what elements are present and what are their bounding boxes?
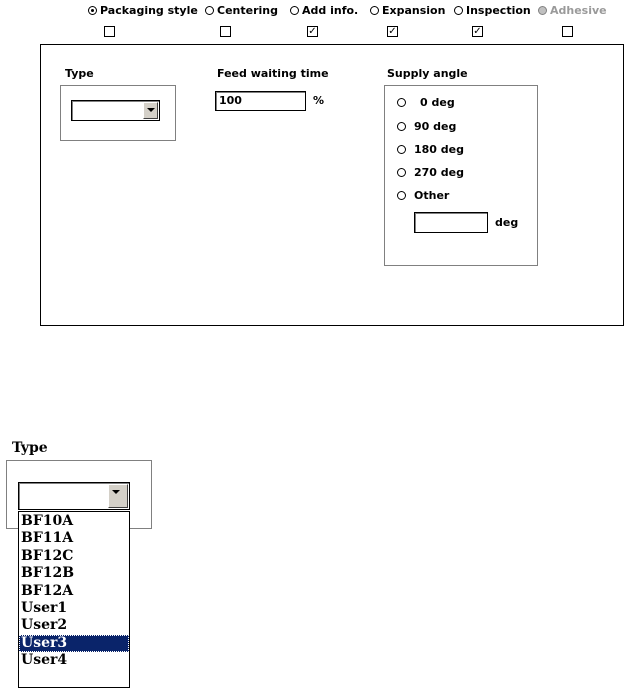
chevron-down-icon[interactable] xyxy=(108,484,128,508)
tab-packaging-style[interactable] xyxy=(88,2,198,18)
tab-adhesive-label: Adhesive xyxy=(550,3,607,17)
tab-expansion-checkbox[interactable]: ✓ xyxy=(388,26,397,37)
tab-adhesive xyxy=(538,2,607,18)
dropdown-type-label: Type xyxy=(12,440,48,456)
dropdown-item[interactable]: BF10A xyxy=(21,513,74,529)
type-group-box xyxy=(60,85,176,141)
supply-angle-radio-90[interactable] xyxy=(397,122,406,131)
dropdown-item[interactable]: BF11A xyxy=(21,530,74,547)
tab-expansion-radio[interactable] xyxy=(370,6,379,15)
tab-add-info-label: Add info. xyxy=(302,3,359,17)
dropdown-type-combobox[interactable] xyxy=(18,482,130,510)
tab-expansion-label: Expansion xyxy=(382,3,446,17)
supply-angle-group-box xyxy=(384,85,538,266)
supply-angle-other-unit: deg xyxy=(495,216,519,229)
feed-waiting-time-label: Feed waiting time xyxy=(217,67,329,80)
supply-angle-option-90[interactable] xyxy=(397,120,456,133)
dropdown-item[interactable]: User4 xyxy=(21,652,68,669)
dropdown-item-selected[interactable]: User3 xyxy=(19,635,129,652)
supply-angle-radio-0[interactable] xyxy=(397,98,406,107)
tab-inspection-checkbox[interactable]: ✓ xyxy=(473,26,482,37)
tab-centering-checkbox[interactable] xyxy=(220,26,231,37)
dropdown-item[interactable]: BF12A xyxy=(21,582,74,599)
supply-angle-radio-270[interactable] xyxy=(397,168,406,177)
supply-angle-radio-180[interactable] xyxy=(397,145,406,154)
tab-centering-label: Centering xyxy=(217,3,278,17)
tab-adhesive-radio xyxy=(538,6,547,15)
type-combobox[interactable] xyxy=(71,100,160,121)
supply-angle-option-0[interactable] xyxy=(397,96,455,109)
tab-centering[interactable] xyxy=(205,2,278,18)
supply-angle-option-270-label: 270 deg xyxy=(414,166,464,179)
supply-angle-option-180-label: 180 deg xyxy=(414,143,464,156)
tab-inspection-radio[interactable] xyxy=(454,6,463,15)
supply-angle-label: Supply angle xyxy=(387,67,468,80)
dropdown-type-list[interactable] xyxy=(18,511,130,688)
tab-inspection-label: Inspection xyxy=(466,3,531,17)
supply-angle-option-other-label: Other xyxy=(414,189,450,202)
chevron-down-icon[interactable] xyxy=(143,102,158,119)
tab-adhesive-checkbox[interactable] xyxy=(562,26,573,37)
tab-add-info[interactable] xyxy=(290,2,358,18)
supply-angle-option-270[interactable] xyxy=(397,166,464,179)
tab-centering-radio[interactable] xyxy=(205,6,214,15)
supply-angle-radio-other[interactable] xyxy=(397,191,406,200)
supply-angle-option-90-label: 90 deg xyxy=(414,120,457,133)
feed-waiting-time-unit: % xyxy=(313,94,325,107)
tab-packaging-style-checkbox[interactable] xyxy=(104,26,115,37)
settings-panel xyxy=(40,44,624,326)
dropdown-item[interactable]: BF12B xyxy=(21,565,75,582)
supply-angle-option-0-label: 0 deg xyxy=(420,96,455,109)
type-label: Type xyxy=(65,67,94,80)
feed-waiting-time-input[interactable]: 100 xyxy=(215,91,306,111)
supply-angle-option-180[interactable] xyxy=(397,143,464,156)
supply-angle-option-other[interactable] xyxy=(397,189,449,202)
tab-packaging-style-label: Packaging style xyxy=(100,3,198,17)
dropdown-item[interactable]: User1 xyxy=(21,599,68,616)
tab-expansion[interactable] xyxy=(370,2,445,18)
tab-add-info-checkbox[interactable]: ✓ xyxy=(308,26,317,37)
tab-inspection[interactable] xyxy=(454,2,531,18)
dropdown-item[interactable]: User2 xyxy=(21,617,68,634)
dropdown-item[interactable]: BF12C xyxy=(21,547,74,564)
tab-packaging-style-radio[interactable] xyxy=(88,6,97,15)
supply-angle-other-input[interactable] xyxy=(414,212,488,233)
tab-add-info-radio[interactable] xyxy=(290,6,299,15)
